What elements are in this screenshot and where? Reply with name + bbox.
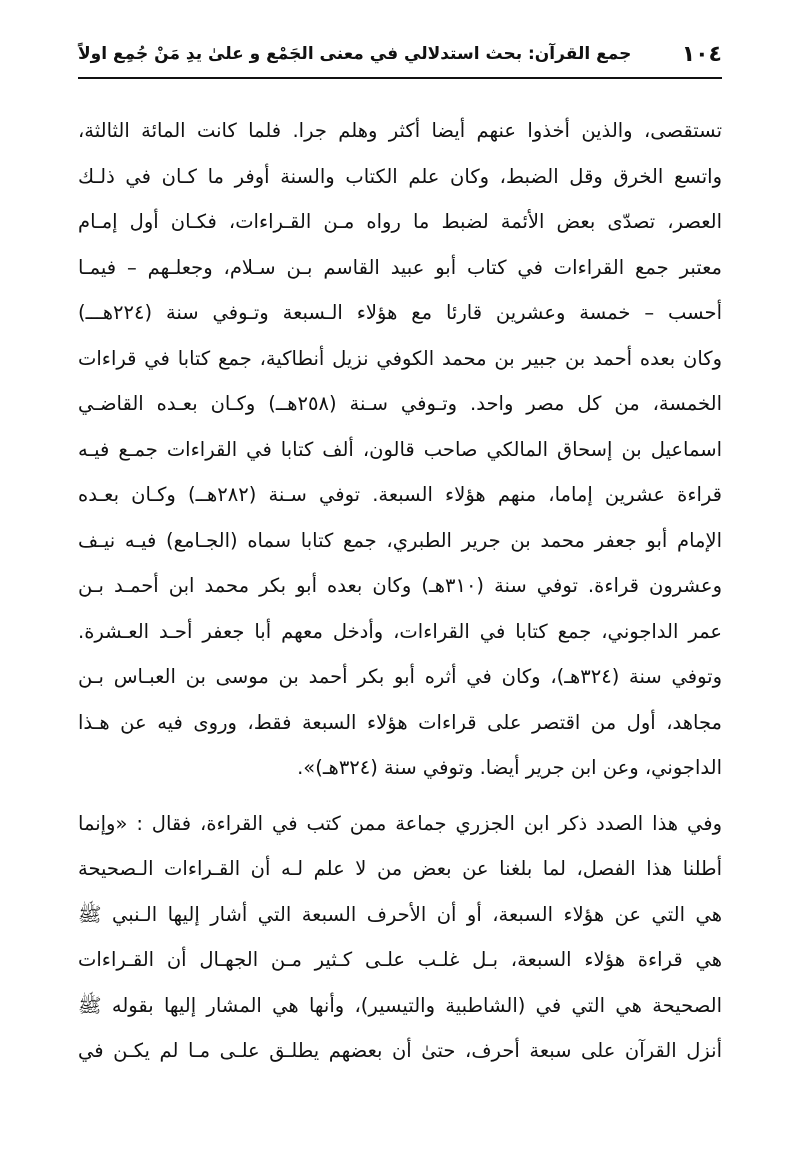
text-line: معتبر جمع القراءات في كتاب أبو عبيد القاسم بـن سـلام، وجعلـهم – فيمـا — [78, 255, 722, 279]
page-number: ١٠٤ — [681, 42, 722, 67]
text-line: الإمام أبو جعفر محمد بن جرير الطبري، جمع كتابا سماه (الجـامع) فيـه نيـف — [78, 528, 722, 552]
text-line: وعشرون قراءة. توفي سنة (٣١٠هـ) وكان بعده أبو بكر محمد ابن أحمـد بـن — [78, 574, 722, 597]
running-title: جمع القرآن: بحث استدلالي في معنى الجَمْع و علىٰ يدِ مَنْ جُمِع اولاً — [78, 44, 632, 64]
body-text — [78, 108, 722, 1074]
text-line: أنزل القرآن على سبعة أحرف، حتىٰ أن بعضهم يطلـق علـى مـا لم يكـن في — [78, 1039, 722, 1062]
text-line: العصر، تصدّى بعض الأئمة لضبط ما رواه مـن القـراءات، فكـان أول إمـام — [78, 210, 722, 233]
text-line: اسماعيل بن إسحاق المالكي صاحب قالون، ألف كتابا في القراءات جمـع فيـه — [78, 437, 722, 461]
text-line: تستقصى، والذين أخذوا عنهم أيضا أكثر وهلم جرا. فلما كانت المائة الثالثة، — [78, 119, 722, 142]
text-line: هي التي عن هؤلاء السبعة، أو أن الأحرف السبعة التي أشار إليها الـنبي ﷺ — [78, 902, 722, 926]
page-header — [78, 40, 722, 70]
text-line: وفي هذا الصدد ذكر ابن الجزري جماعة ممن كتب في القراءة، فقال : «وإنما — [78, 811, 722, 835]
text-line: أحسب – خمسة وعشرين قارئا مع هؤلاء الـسبعة وتـوفي سنة (٢٢٤هـــ) — [78, 301, 722, 324]
header-rule — [78, 77, 722, 79]
text-line: هي قراءة هؤلاء السبعة، بـل غلـب علـى كـثير مـن الجهـال أن القـراءات — [78, 948, 722, 971]
text-line: أطلنا هذا الفصل، لما بلغنا عن بعض من لا علم لـه أن القـراءات الـصحيحة — [78, 857, 722, 880]
text-line: قراءة عشرين إماما، منهم هؤلاء السبعة. توفي سـنة (٢٨٢هــ) وكـان بعـده — [78, 483, 722, 506]
paragraph-1 — [78, 108, 722, 791]
text-line: عمر الداجوني، جمع كتابا في القراءات، وأدخل معهم أبا جعفر أحـد العـشرة. — [78, 619, 722, 643]
paragraph-gap — [78, 791, 722, 801]
paragraph-2 — [78, 801, 722, 1074]
text-line: الصحيحة هي التي في (الشاطبية والتيسير)، وأنها هي المشار إليها بقوله ﷺ — [78, 993, 722, 1017]
text-line: وكان بعده أحمد بن جبير بن محمد الكوفي نزيل أنطاكية، جمع كتابا في قراءات — [78, 346, 722, 370]
text-line: واتسع الخرق وقل الضبط، وكان علم الكتاب والسنة أوفر ما كـان في ذلـك — [78, 164, 722, 188]
text-line: مجاهد، أول من اقتصر على قراءات هؤلاء السبعة فقط، وروى فيه عن هـذا — [78, 710, 722, 734]
text-line: الخمسة، من كل مصر واحد. وتـوفي سـنة (٢٥٨هــ) وكـان بعـده القاضـي — [78, 392, 722, 415]
text-line: وتوفي سنة (٣٢٤هـ)، وكان في أثره أبو بكر أحمد بن موسى بن العبـاس بـن — [78, 665, 722, 688]
text-line: الداجوني، وعن ابن جرير أيضا. وتوفي سنة (٣٢٤هـ)». — [297, 756, 722, 779]
